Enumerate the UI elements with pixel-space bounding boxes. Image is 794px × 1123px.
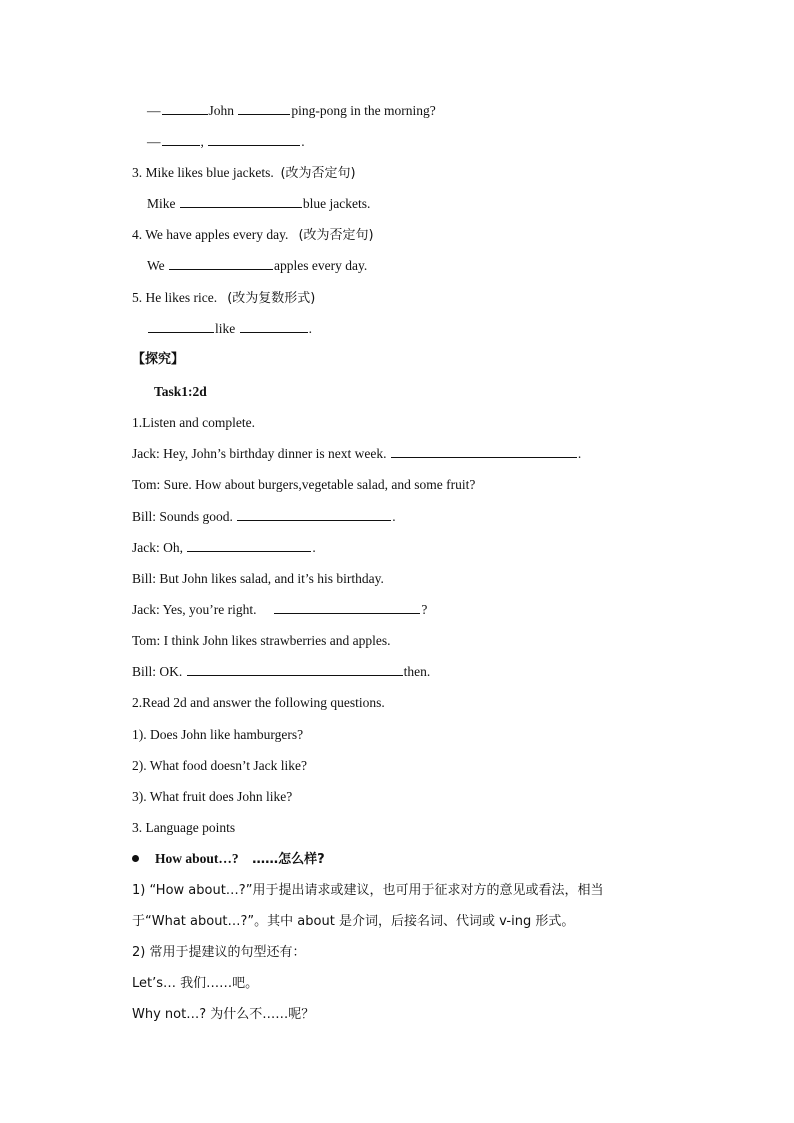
q4-prompt: 4. We have apples every day. (改为否定句) (132, 227, 374, 243)
note-1: 1) “How about…?”用于提出请求或建议，也可用于征求对方的意见或看法，相当 (132, 883, 604, 898)
answer-blank[interactable] (187, 663, 403, 676)
dialogue-line: Tom: I think John likes strawberries and apples. (132, 633, 391, 648)
dialogue-line: Tom: Sure. How about burgers,vegetable salad, and some fruit? (132, 477, 476, 492)
answer-blank[interactable] (162, 133, 200, 146)
answer-blank[interactable] (148, 320, 214, 333)
language-point: How about…? ……怎么样? (132, 850, 325, 869)
instruction-hint: (改为否定句) (298, 228, 374, 243)
dialogue-line: Jack: Hey, John’s birthday dinner is next week. . (132, 446, 582, 461)
part2-title: 2.Read 2d and answer the following questions. (132, 695, 385, 710)
lets-pattern: Let’s… 我们……吧。 (132, 976, 259, 991)
answer-blank[interactable] (162, 102, 208, 115)
word: ping-pong (291, 103, 347, 118)
dialogue-line: Jack: Oh, . (132, 540, 316, 555)
answer-blank[interactable] (208, 133, 300, 146)
note-2: 2) 常用于提建议的句型还有： (132, 945, 306, 960)
dash: — (147, 103, 161, 118)
answer-blank[interactable] (274, 601, 420, 614)
task-title: Task1:2d (154, 384, 207, 399)
q2-line-2: — , . (147, 134, 305, 149)
answer-blank[interactable] (240, 320, 308, 333)
q4-answer: We apples every day. (147, 258, 368, 273)
answer-blank[interactable] (391, 445, 577, 458)
answer-blank[interactable] (237, 508, 391, 521)
question-item: 2). What food doesn’t Jack like? (132, 758, 307, 773)
word: John (208, 103, 235, 118)
section-heading: 【探究】 (132, 352, 185, 367)
q3-prompt: 3. Mike likes blue jackets. (改为否定句) (132, 165, 356, 181)
instruction-hint: (改为复数形式) (227, 291, 316, 306)
dialogue-line: Bill: But John likes salad, and it’s his birthday. (132, 571, 384, 586)
part1-title: 1.Listen and complete. (132, 415, 255, 430)
dialogue-line: Jack: Yes, you’re right. ? (132, 602, 428, 617)
note-1-cont: 于“What about…?”。其中 about 是介词，后接名词、代词或 v-ing 形式。 (132, 914, 575, 929)
question-item: 3). What fruit does John like? (132, 789, 293, 804)
q5-prompt: 5. He likes rice. (改为复数形式) (132, 290, 316, 306)
answer-blank[interactable] (238, 102, 290, 115)
instruction-hint: (改为否定句) (280, 166, 356, 181)
word: in the morning? (350, 103, 436, 118)
answer-blank[interactable] (187, 539, 311, 552)
answer-blank[interactable] (180, 195, 302, 208)
dialogue-line: Bill: OK. then. (132, 664, 431, 679)
q3-answer: Mike blue jackets. (147, 196, 371, 211)
dash: — (147, 134, 161, 149)
question-item: 1). Does John like hamburgers? (132, 727, 304, 742)
part3-title: 3. Language points (132, 820, 236, 835)
dialogue-line: Bill: Sounds good. . (132, 509, 396, 524)
answer-blank[interactable] (169, 257, 273, 270)
q2-line-1 (147, 102, 436, 120)
bullet-icon (132, 855, 139, 862)
q5-answer: like . (147, 320, 312, 338)
whynot-pattern: Why not…? 为什么不……呢？ (132, 1007, 315, 1022)
